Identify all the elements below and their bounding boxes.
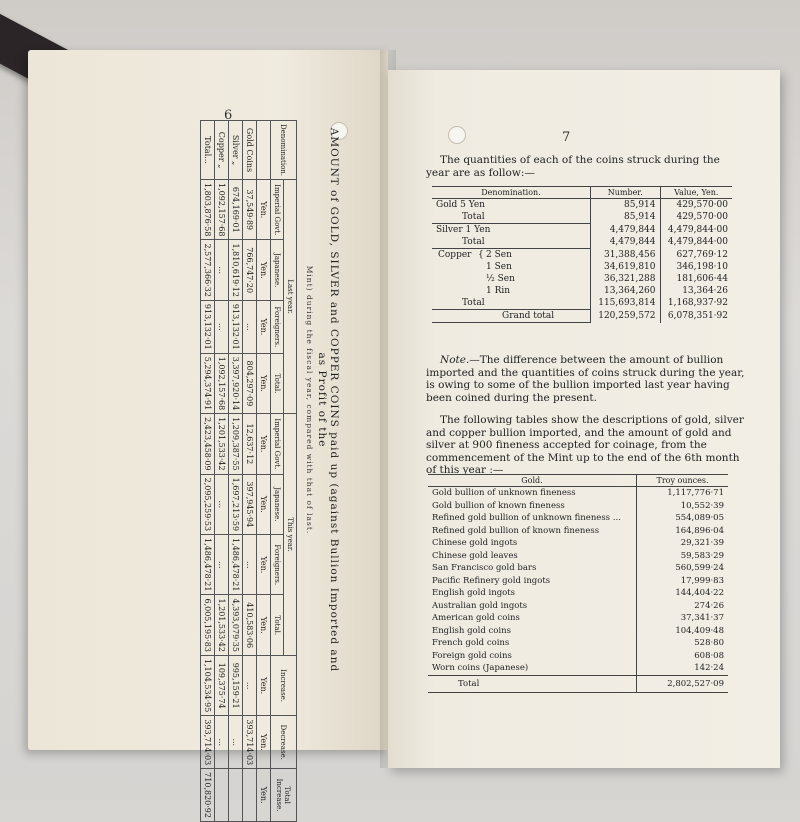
header-number: Number.: [591, 187, 661, 199]
table-row: [428, 562, 728, 575]
grand-total-row: [432, 310, 732, 323]
denomination-cell: [432, 273, 591, 285]
cell-ty-imp: 1,209,387·55: [229, 414, 243, 474]
gold-description: San Francisco gold bars: [432, 563, 537, 573]
cell-tinc: [243, 769, 257, 822]
copper-denomination: 1 Sen: [486, 262, 512, 272]
total-dec: 393,714·03: [201, 716, 215, 769]
troy-ounces-cell: 560,599·24: [637, 562, 729, 575]
note-label: Note.: [440, 354, 470, 366]
cell-ly-imp: 37,549·89: [243, 180, 257, 240]
total-row: [432, 211, 732, 224]
gold-description: Refined gold bullion of known fineness: [432, 525, 600, 536]
gold-total-value: 2,802,527·09: [637, 675, 729, 693]
total-tinc: 710,820·92: [201, 769, 215, 822]
table-row: [215, 121, 229, 822]
table-row: [428, 550, 728, 563]
number-cell: 85,914: [591, 199, 661, 212]
total-label: Total...: [201, 121, 215, 180]
denomination-cell: Total: [432, 297, 591, 310]
gold-description: English gold coins: [432, 625, 511, 636]
gold-description: Refined gold bullion of unknown fineness ...: [432, 513, 621, 523]
table-row: [432, 285, 732, 297]
cell-ly-imp: 674,169·01: [229, 180, 243, 240]
total-row: [428, 675, 728, 693]
table-row: [432, 261, 732, 273]
left-table-subtitle: Mint) during the fiscal year, compared with that of last.: [305, 265, 314, 535]
punch-hole: [448, 126, 466, 144]
copper-denomination: ½ Sen: [486, 274, 515, 284]
header-decrease: Decrease.: [271, 716, 297, 769]
total-ly-for: 913,132·01: [201, 300, 215, 353]
table-row: [428, 537, 728, 550]
value-cell: 4,479,844·00: [660, 236, 732, 249]
right-page: [388, 70, 780, 768]
header-this-year: This year.: [284, 414, 297, 656]
value-cell: 4,479,844·00: [660, 224, 732, 237]
cell-label: Copper „: [215, 121, 229, 180]
cell-label: Gold Coins: [243, 121, 257, 180]
troy-ounces-cell: 608·08: [637, 650, 729, 663]
cell-ly-tot: 3,397,920·14: [229, 353, 243, 413]
table-row: [428, 487, 728, 500]
coins-struck-table: [432, 186, 732, 323]
cell-ly-jap: 1,810,619·12: [229, 240, 243, 300]
troy-ounces-cell: 528·80: [637, 637, 729, 650]
unit-yen: Yen.: [257, 535, 271, 595]
header-last-year: Last year.: [284, 180, 297, 414]
table-row: [428, 612, 728, 625]
cell-ty-for: ...: [243, 535, 257, 595]
number-cell: 120,259,572: [591, 310, 661, 323]
cell-dec: 393,714·03: [243, 716, 257, 769]
cell-dec: ...: [215, 716, 229, 769]
cell-inc: 995,159·21: [229, 655, 243, 715]
header-troy-ounces: Troy ounces.: [637, 475, 729, 487]
tables-intro: The following tables show the descriptions of gold, silver and copper bullion imported, and the amount of gold and silver at 900 fineness accepted for coinage, from the commencement of the Mint up to the end of the 6th month of this year :—: [426, 414, 744, 476]
gold-description: Gold bullion of known fineness: [432, 500, 565, 511]
cell-ty-tot: 4,393,079·35: [229, 595, 243, 655]
troy-ounces-cell: 17,999·83: [637, 575, 729, 588]
total-ly-jap: 2,577,366·32: [201, 240, 215, 300]
header-foreigners: Foreigners.: [271, 535, 284, 595]
unit-yen: Yen.: [257, 353, 271, 413]
cell-ty-for: 1,486,478·21: [229, 535, 243, 595]
cell-inc: ...: [243, 655, 257, 715]
unit-yen: Yen.: [257, 414, 271, 474]
brace: {: [478, 250, 484, 260]
troy-ounces-cell: 104,409·48: [637, 625, 729, 638]
cell-tinc: [215, 769, 229, 822]
value-cell: 627,769·12: [660, 249, 732, 262]
cell-ty-imp: 12,637·12: [243, 414, 257, 474]
troy-ounces-cell: 142·24: [637, 662, 729, 675]
table-row: [428, 650, 728, 663]
denomination-cell: Total: [432, 236, 591, 249]
unit-yen: Yen.: [257, 595, 271, 655]
table-row: [428, 600, 728, 613]
header-value: Value, Yen.: [660, 187, 732, 199]
table-row: [428, 662, 728, 675]
table-row: [428, 637, 728, 650]
gold-total-label: Total: [428, 675, 637, 693]
header-total: Total.: [271, 595, 284, 655]
value-cell: 346,198·10: [660, 261, 732, 273]
denomination-cell: Grand total: [432, 310, 591, 323]
gold-description: Gold bullion of unknown fineness: [432, 488, 576, 498]
gold-description: Chinese gold leaves: [432, 550, 518, 561]
header-denomination: Denomination.: [271, 121, 297, 180]
header-imperial-govt: Imperial Govt.: [271, 180, 284, 240]
table-row: [432, 273, 732, 285]
copper-denomination: 1 Rin: [486, 286, 511, 296]
cell-ty-imp: 1,201,533·42: [215, 414, 229, 474]
table-row: [428, 587, 728, 600]
unit-yen: Yen.: [257, 769, 271, 822]
troy-ounces-cell: 1,117,776·71: [637, 487, 729, 500]
denomination-cell: Silver 1 Yen: [436, 225, 491, 235]
cell-ly-jap: 766,747·20: [243, 240, 257, 300]
value-cell: 429,570·00: [660, 211, 732, 224]
page-number-right: 7: [562, 130, 571, 145]
unit-yen: Yen.: [257, 655, 271, 715]
cell-ly-jap: ...: [215, 240, 229, 300]
header-denomination: Denomination.: [432, 187, 591, 199]
value-cell: 181,606·44: [660, 273, 732, 285]
troy-ounces-cell: 59,583·29: [637, 550, 729, 563]
table-row: [229, 121, 243, 822]
header-total: Total.: [271, 353, 284, 413]
total-ty-for: 1,486,478·21: [201, 535, 215, 595]
cell-ty-tot: 410,583·06: [243, 595, 257, 655]
number-cell: 31,388,456: [591, 249, 661, 262]
cell-dec: ...: [229, 716, 243, 769]
table-row: [432, 224, 732, 237]
number-cell: 4,479,844: [591, 236, 661, 249]
note-text: —The difference between the amount of bullion imported and the quantities of coins struck during the year, is owing to some of the bullion imported last year having been coined during the present.: [426, 354, 745, 404]
cell-ty-tot: 1,201,533·42: [215, 595, 229, 655]
troy-ounces-cell: 29,321·39: [637, 537, 729, 550]
value-cell: 6,078,351·92: [660, 310, 732, 323]
cell-ly-imp: 1,092,157·68: [215, 180, 229, 240]
coins-intro: The quantities of each of the coins struck during the year are as follow:—: [426, 154, 720, 179]
gold-description: Australian gold ingots: [432, 600, 528, 611]
cell-ly-tot: 1,092,157·68: [215, 353, 229, 413]
troy-ounces-cell: 144,404·22: [637, 587, 729, 600]
number-cell: 34,619,810: [591, 261, 661, 273]
header-japanese: Japanese.: [271, 240, 284, 300]
table-row: [243, 121, 257, 822]
gold-description: French gold coins: [432, 638, 510, 648]
value-cell: 13,364·26: [660, 285, 732, 297]
total-row: [201, 121, 215, 822]
header-total-increase: Total Increase.: [271, 769, 297, 822]
total-ty-tot: 6,005,195·83: [201, 595, 215, 655]
troy-ounces-cell: 10,552·39: [637, 500, 729, 513]
unit-yen: Yen.: [257, 300, 271, 353]
value-cell: 429,570·00: [660, 199, 732, 212]
table-row: [432, 199, 732, 212]
number-cell: 85,914: [591, 211, 661, 224]
header-imperial-govt: Imperial Govt.: [271, 414, 284, 474]
total-ty-imp: 2,423,458·09: [201, 414, 215, 474]
cell-ly-for: ...: [215, 300, 229, 353]
gold-description: American gold coins: [432, 613, 520, 623]
left-table-title: AMOUNT of GOLD, SILVER and COPPER COINS paid up (against Bullion Imported and as Profit of the: [316, 127, 340, 673]
table-row: [428, 500, 728, 513]
table-row: [428, 575, 728, 588]
table-row: [432, 249, 732, 262]
header-japanese: Japanese.: [271, 474, 284, 534]
number-cell: 36,321,288: [591, 273, 661, 285]
cell-ty-jap: ...: [215, 474, 229, 534]
gold-bullion-table: [428, 474, 728, 693]
total-ly-imp: 1,803,876·58: [201, 180, 215, 240]
denomination-cell: Gold 5 Yen: [436, 200, 485, 210]
table-row: [428, 512, 728, 525]
unit-yen: Yen.: [257, 716, 271, 769]
number-cell: 4,479,844: [591, 224, 661, 237]
header-gold: Gold.: [428, 475, 637, 487]
rotated-table-block: [20, 120, 340, 818]
gold-description: Worn coins (Japanese): [432, 663, 529, 673]
troy-ounces-cell: 37,341·37: [637, 612, 729, 625]
gold-description: Pacific Refinery gold ingots: [432, 575, 551, 586]
troy-ounces-cell: 274·26: [637, 600, 729, 613]
denomination-cell: Total: [432, 211, 591, 224]
cell-ly-tot: 804,297·09: [243, 353, 257, 413]
table-row: [428, 525, 728, 538]
total-ty-jap: 2,095,259·53: [201, 474, 215, 534]
page-number-left: 6: [224, 108, 233, 123]
unit-yen: Yen.: [257, 240, 271, 300]
gold-description: Chinese gold ingots: [432, 538, 518, 548]
cell-ty-jap: 1,697,213·59: [229, 474, 243, 534]
cell-ly-for: 913,132·01: [229, 300, 243, 353]
troy-ounces-cell: 164,896·04: [637, 525, 729, 538]
gold-description: Foreign gold coins: [432, 650, 512, 661]
note-paragraph: [426, 354, 746, 404]
total-row: [432, 236, 732, 249]
unit-yen: Yen.: [257, 474, 271, 534]
troy-ounces-cell: 554,089·05: [637, 512, 729, 525]
value-cell: 1,168,937·92: [660, 297, 732, 310]
copper-label: Copper: [438, 250, 472, 260]
total-ly-tot: 5,294,374·91: [201, 353, 215, 413]
total-row: [432, 297, 732, 310]
unit-yen: Yen.: [257, 180, 271, 240]
denomination-cell: [432, 285, 591, 297]
total-inc: 1,104,534·95: [201, 655, 215, 715]
number-cell: 13,364,260: [591, 285, 661, 297]
coins-paid-table: [200, 120, 297, 822]
cell-ty-jap: 397,945·94: [243, 474, 257, 534]
copper-denomination: 2 Sen: [486, 250, 512, 260]
denomination-cell: [432, 261, 591, 273]
table-row: [428, 625, 728, 638]
cell-inc: 109,375·74: [215, 655, 229, 715]
cell-label: Silver „: [229, 121, 243, 180]
cell-tinc: [229, 769, 243, 822]
header-foreigners: Foreigners.: [271, 300, 284, 353]
gold-description: English gold ingots: [432, 588, 516, 598]
cell-ty-for: ...: [215, 535, 229, 595]
denomination-cell: [432, 249, 591, 262]
header-increase: Increase.: [271, 655, 297, 715]
cell-ly-for: ...: [243, 300, 257, 353]
number-cell: 115,693,814: [591, 297, 661, 310]
